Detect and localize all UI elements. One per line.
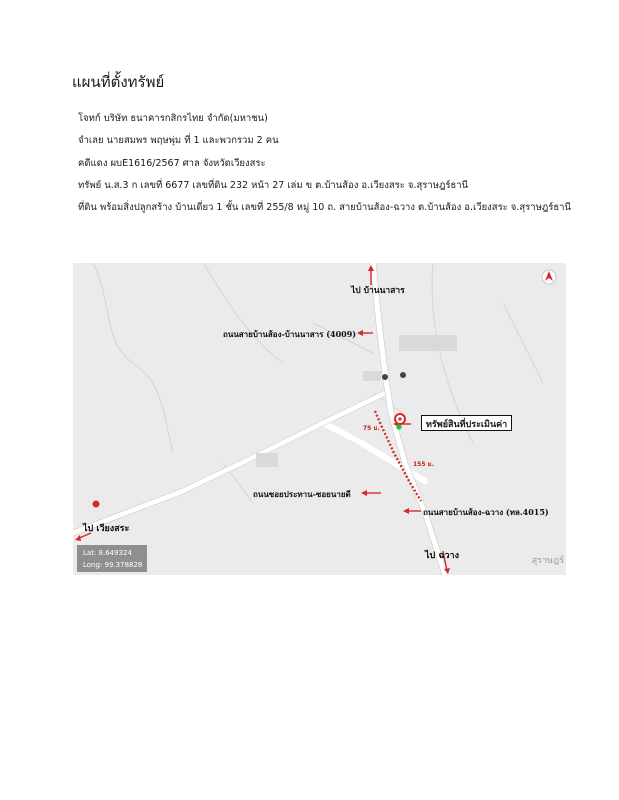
label-dist-155: 155 ม. bbox=[413, 461, 434, 468]
case-number-line: คดีแดง ผบE1616/2567 ศาล จังหวัดเวียงสระ bbox=[78, 157, 266, 169]
page-title: แผนที่ตั้งทรัพย์ bbox=[72, 73, 165, 91]
property-address-line: ที่ดิน พร้อมสิ่งปลูกสร้าง บ้านเดี่ยว 1 ชั้น เลขที่ 255/8 หมู่ 10 ถ. สายบ้านส้อง-ฉวาง ต.บ้านส้อง อ.เวียงสระ จ.สุราษฎร์ธานี bbox=[78, 202, 571, 214]
case-details bbox=[78, 108, 571, 219]
label-dist-75: 75 ม. bbox=[363, 425, 380, 432]
location-map bbox=[73, 263, 566, 575]
label-soi: ถนนซอยประทาน-ซอยนายดี bbox=[253, 489, 351, 499]
label-road-4009: ถนนสายบ้านส้อง-บ้านนาสาร (4009) bbox=[223, 329, 357, 339]
label-road-4015: ถนนสายบ้านส้อง-ฉวาง (ทล.4015) bbox=[423, 507, 549, 517]
plaintiff-line: โจทก์ บริษัท ธนาคารกสิกรไทย จำกัด(มหาชน) bbox=[78, 113, 268, 124]
latitude-text: Lat: 8.649324 bbox=[83, 549, 132, 557]
buildings bbox=[256, 335, 457, 467]
minor-roads bbox=[93, 263, 543, 503]
label-property: ทรัพย์สินที่ประเมินค่า bbox=[421, 415, 512, 431]
property-marker bbox=[395, 414, 405, 430]
label-to-chawang: ไป ฉวาง bbox=[425, 551, 460, 561]
defendant-line: จำเลย นายสมพร พฤษพุ่ม ที่ 1 และพวกรวม 2 คน bbox=[78, 135, 279, 147]
north-arrow-icon bbox=[542, 270, 556, 284]
coordinates-box bbox=[77, 545, 147, 572]
map-watermark: สุราษฎร์ bbox=[531, 556, 564, 566]
label-to-wiang-sa: ไป เวียงสระ bbox=[83, 524, 130, 534]
label-to-ban-na-san: ไป บ้านนาสาร bbox=[351, 286, 405, 296]
longitude-text: Long: 99.378828 bbox=[83, 561, 143, 569]
property-deed-line: ทรัพย์ น.ส.3 ก เลขที่ 6677 เลขที่ดิน 232 หน้า 27 เล่ม ข ต.บ้านส้อง อ.เวียงสระ จ.สุราษฎร์ธานี bbox=[78, 179, 469, 191]
